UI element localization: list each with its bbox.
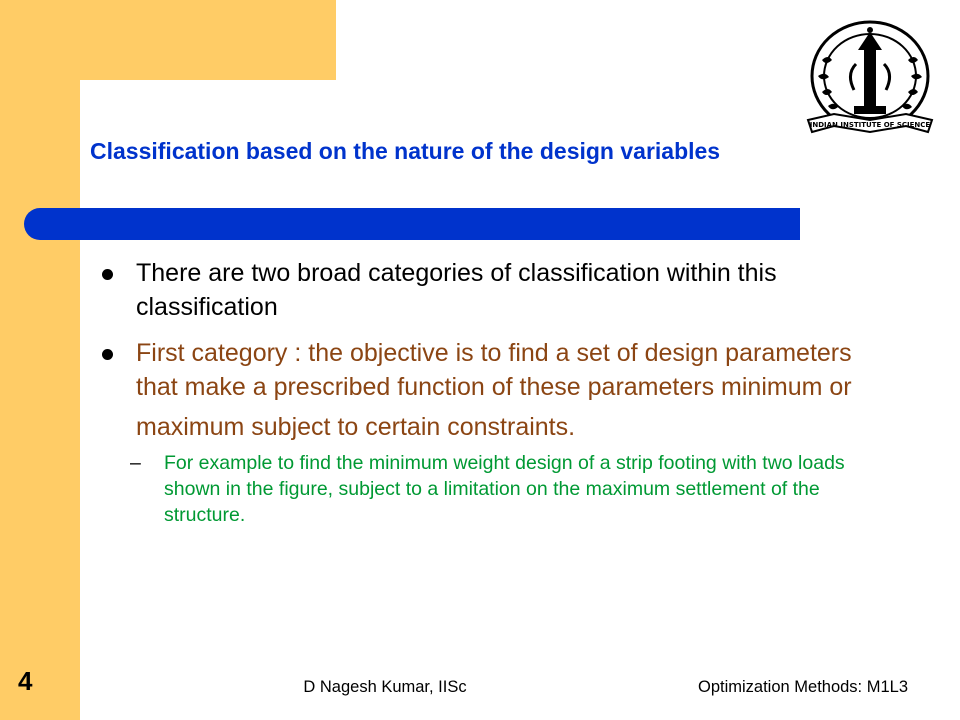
slide-title: Classification based on the nature of the design variables bbox=[90, 138, 721, 164]
bullet-list bbox=[100, 256, 890, 540]
bullet-1-text: There are two broad categories of classification within this classification bbox=[136, 259, 777, 321]
bullet-2-text: First category : the objective is to find a set of design parameters that make a prescribed function of these parameters minimum or maximum subject to certain bbox=[136, 339, 852, 441]
logo-text: INDIAN INSTITUTE OF SCIENCE bbox=[809, 121, 931, 129]
bullet-item-1 bbox=[100, 256, 890, 324]
title-underline-bar bbox=[24, 208, 800, 240]
left-decor-band bbox=[0, 0, 80, 720]
footer-course: Optimization Methods: M1L3 bbox=[697, 678, 908, 696]
corner-curve bbox=[80, 80, 140, 140]
top-decor-band bbox=[80, 0, 336, 80]
sub-bullet-item bbox=[120, 450, 890, 528]
bullet-item-2 bbox=[100, 336, 890, 528]
iisc-emblem-icon bbox=[800, 20, 940, 136]
sub-bullet-dash: – bbox=[130, 452, 141, 474]
sub-bullet-text: For example to find the minimum weight design of a strip footing with two loads shown in the figure, subject to a limitation on the maximum settlement of the structure. bbox=[164, 452, 845, 526]
page-number: 4 bbox=[18, 666, 33, 696]
bullet-2-tail: constraints. bbox=[447, 413, 576, 441]
footer-author: D Nagesh Kumar, IISc bbox=[303, 678, 467, 696]
